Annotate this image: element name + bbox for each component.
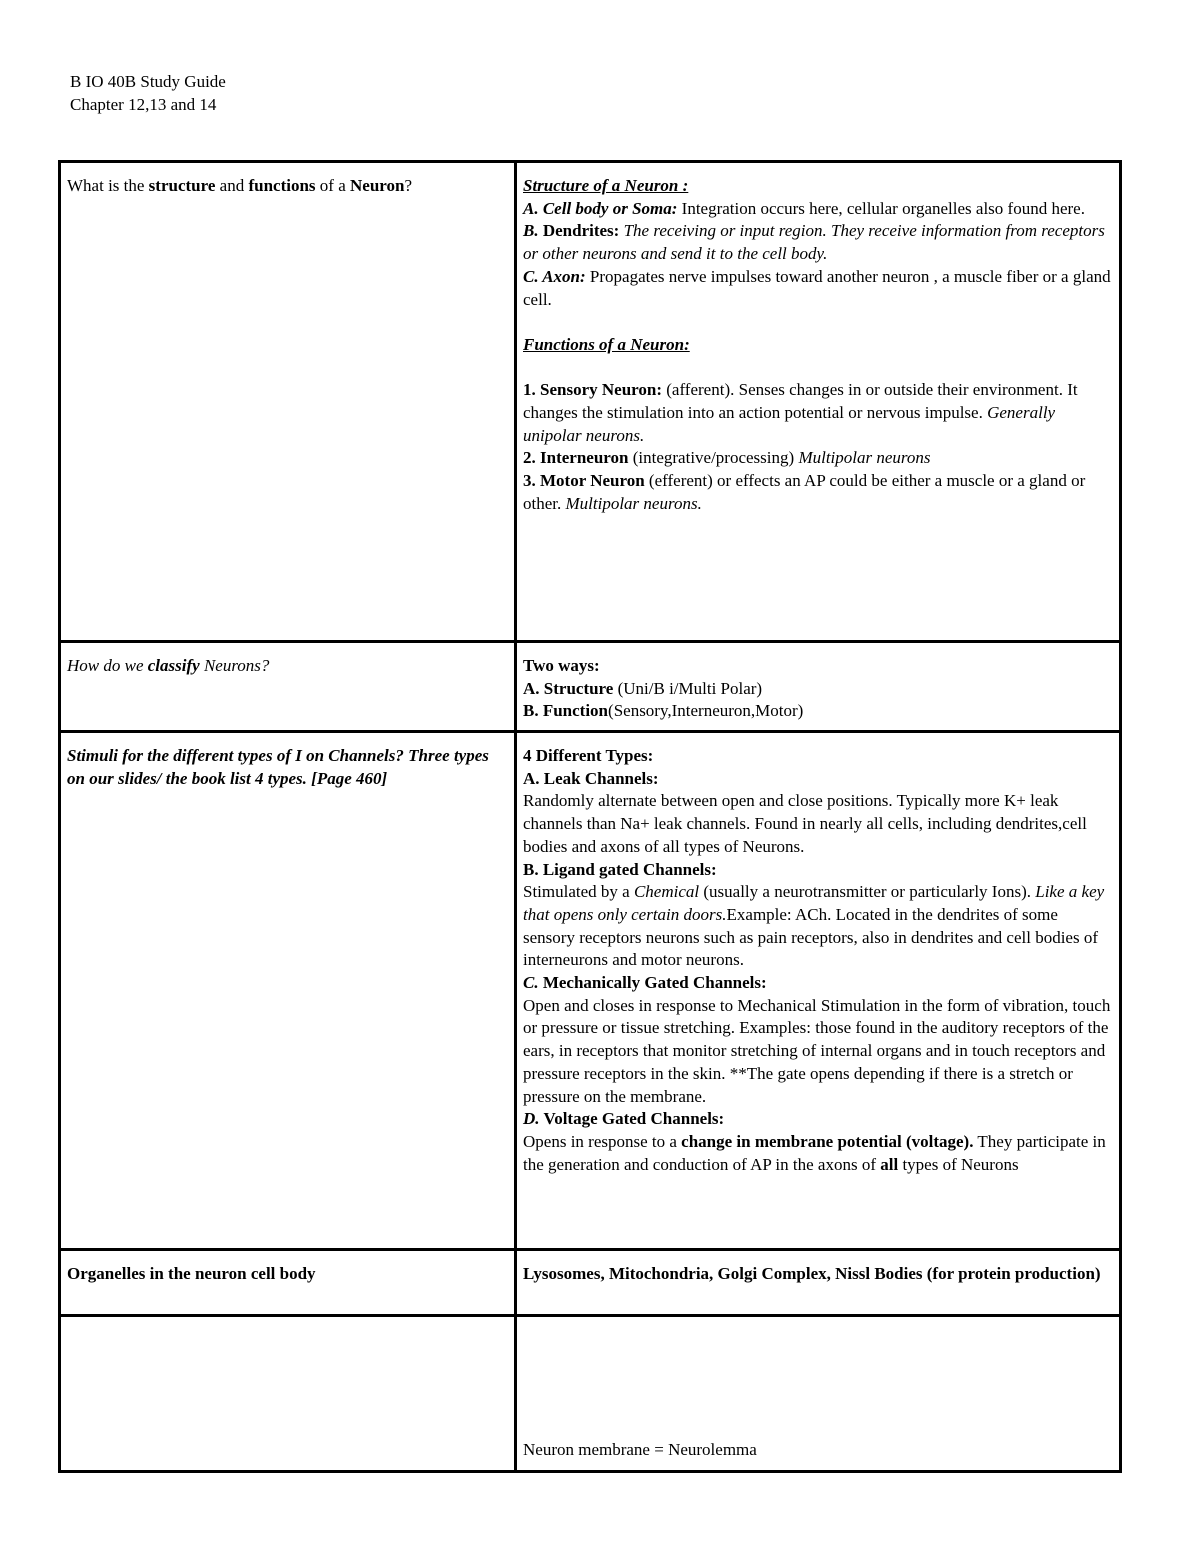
table-row	[60, 1250, 1121, 1316]
channels-heading: 4 Different Types:	[523, 746, 654, 765]
voltage-channels-label: D. Voltage Gated Channels:	[523, 1109, 725, 1129]
table-row	[60, 162, 1121, 642]
question-cell	[60, 1316, 516, 1472]
structure-c: C. Axon: Propagates nerve impulses toward another neuron , a muscle fiber or a gland cell.	[523, 266, 1111, 309]
ligand-channels-label: B. Ligand gated Channels:	[523, 859, 717, 879]
classify-heading: Two ways:	[523, 656, 600, 675]
functions-heading: Functions of a Neuron:	[523, 334, 690, 354]
classify-a: A. Structure (Uni/B i/Multi Polar)	[523, 678, 763, 698]
answer-cell: Neuron membrane = Neurolemma	[516, 1316, 1121, 1472]
table-row	[60, 642, 1121, 732]
leak-channels-label: A. Leak Channels:	[523, 768, 659, 788]
ligand-channels-text: Stimulated by a Chemical (usually a neurotransmitter or particularly Ions). Like a key that opens only certain doors.Example: ACh. Located in the dendrites of some sensory receptors neurons such as pain receptors, also in dendrites and cell bodies of interneurons and motor neurons.	[523, 882, 1105, 970]
mechanical-channels-label: C. Mechanically Gated Channels:	[523, 973, 767, 993]
answer-cell: Lysosomes, Mitochondria, Golgi Complex, Nissl Bodies (for protein production)	[516, 1250, 1121, 1316]
classify-b: B. Function(Sensory,Interneuron,Motor)	[523, 701, 804, 721]
structure-a: A. Cell body or Soma: Integration occurs here, cellular organelles also found here.	[523, 198, 1085, 218]
function-3: 3. Motor Neuron (efferent) or effects an AP could be either a muscle or a gland or other. Multipolar neurons.	[523, 471, 1086, 513]
answer-cell	[516, 162, 1121, 642]
question-cell: Organelles in the neuron cell body	[60, 1250, 516, 1316]
document-title: B IO 40B Study Guide	[70, 72, 226, 91]
document-header	[70, 70, 226, 116]
table-row	[60, 732, 1121, 1250]
question-cell: How do we classify Neurons?	[60, 642, 516, 732]
mechanical-channels-text: Open and closes in response to Mechanical Stimulation in the form of vibration, touch or pressure or tissue stretching. Examples: those found in the auditory receptors of the ears, in receptors that monitor stretching of internal organs and in touch receptors and pressure receptors in the skin. **The gate opens depending if there is a stretch or pressure on the membrane.	[523, 995, 1111, 1106]
document-chapters: Chapter 12,13 and 14	[70, 95, 217, 114]
question-cell: Stimuli for the different types of I on Channels? Three types on our slides/ the book list 4 types. [Page 460]	[60, 732, 516, 1250]
leak-channels-text: Randomly alternate between open and close positions. Typically more K+ leak channels than Na+ leak channels. Found in nearly all cells, including dendrites,cell bodies and axons of all types of Neurons.	[523, 791, 1087, 856]
function-1: 1. Sensory Neuron: (afferent). Senses changes in or outside their environment. It changes the stimulation into an action potential or nervous impulse. Generally unipolar neurons.	[523, 380, 1078, 445]
study-guide-table	[58, 160, 1122, 1473]
voltage-channels-text: Opens in response to a change in membrane potential (voltage). They participate in the generation and conduction of AP in the axons of all types of Neurons	[523, 1131, 1106, 1174]
answer-cell	[516, 642, 1121, 732]
structure-b: B. Dendrites: The receiving or input region. They receive information from receptors or other neurons and send it to the cell body.	[523, 221, 1105, 264]
question-cell: What is the structure and functions of a Neuron?	[60, 162, 516, 642]
structure-heading: Structure of a Neuron :	[523, 176, 689, 195]
function-2: 2. Interneuron (integrative/processing) Multipolar neurons	[523, 448, 931, 468]
table-row	[60, 1316, 1121, 1472]
answer-cell	[516, 732, 1121, 1250]
